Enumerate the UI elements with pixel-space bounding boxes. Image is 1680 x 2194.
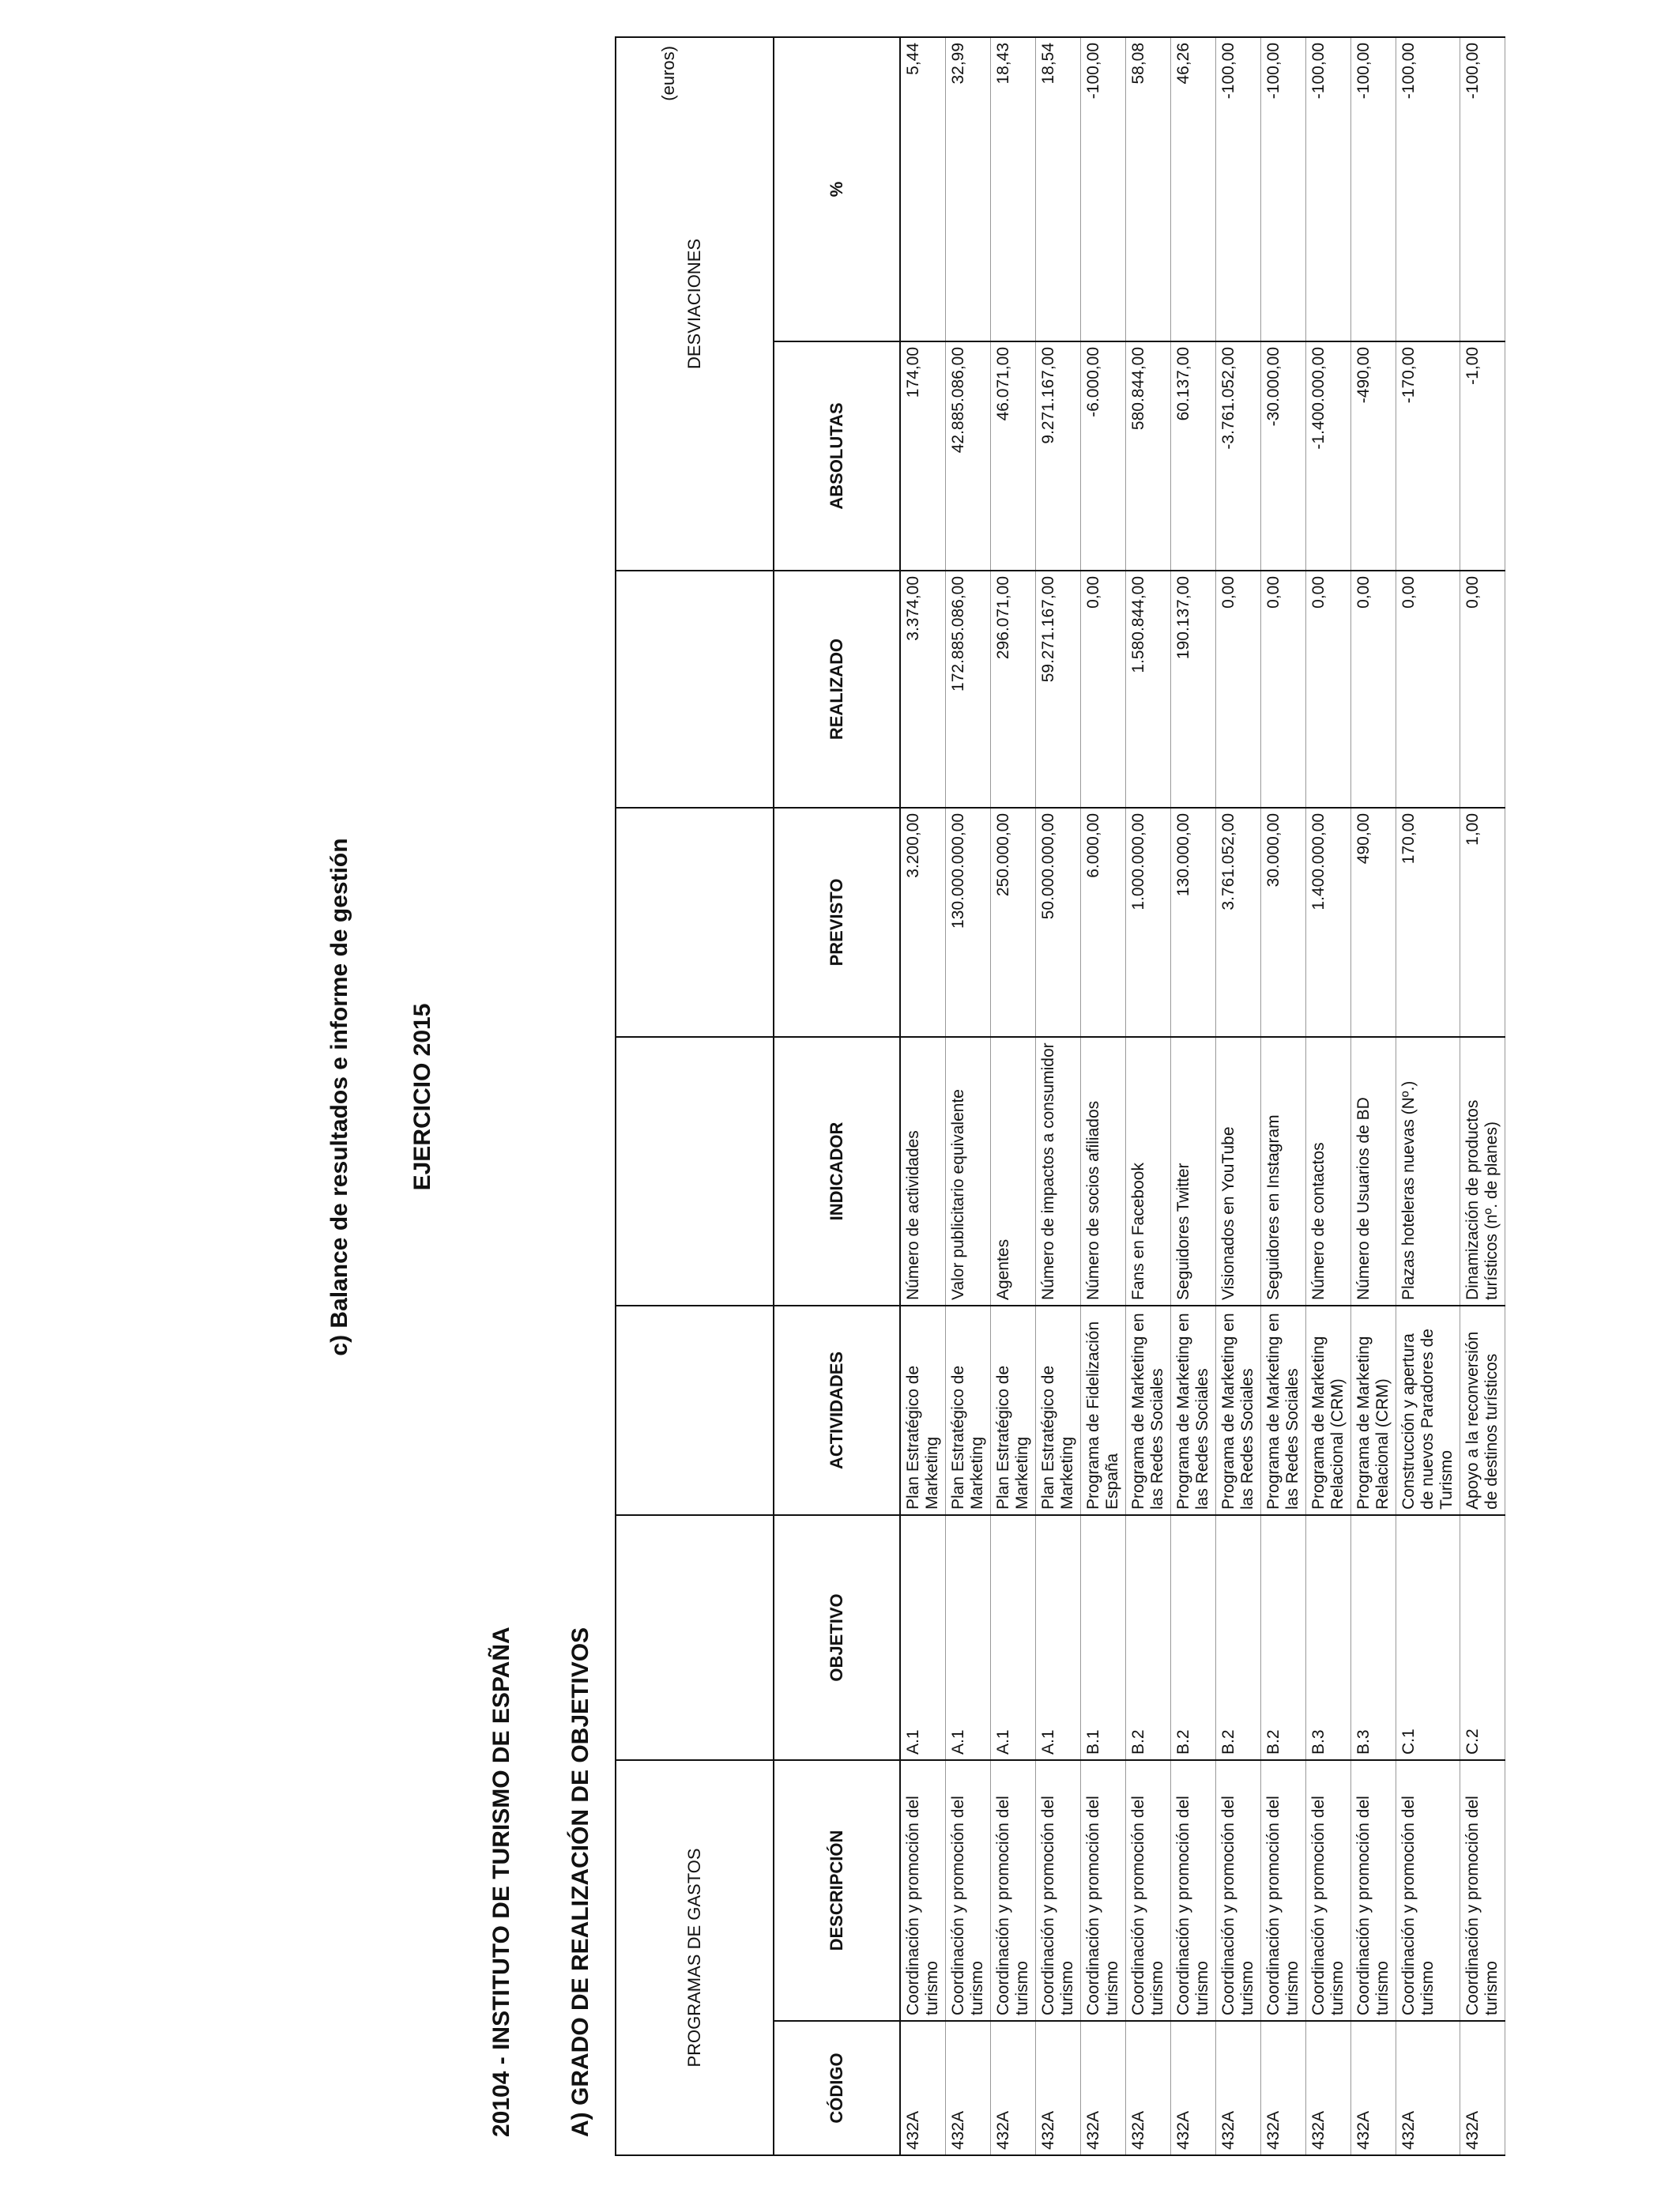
cell-actividades: Construcción y apertura de nuevos Paradores de Turismo bbox=[1396, 1306, 1460, 1515]
cell-absolutas: -1.400.000,00 bbox=[1306, 341, 1351, 571]
cell-indicador: Número de actividades bbox=[900, 1037, 946, 1306]
cell-absolutas: -3.761.052,00 bbox=[1216, 341, 1261, 571]
cell-pct: -100,00 bbox=[1306, 37, 1351, 341]
cell-descripcion: Coordinación y promoción del turismo bbox=[1081, 1760, 1126, 2021]
col-codigo: CÓDIGO bbox=[774, 2021, 900, 2155]
cell-objetivo: B.2 bbox=[1216, 1515, 1261, 1760]
cell-previsto: 3.761.052,00 bbox=[1216, 808, 1261, 1037]
cell-absolutas: -170,00 bbox=[1396, 341, 1460, 571]
table-row bbox=[1081, 37, 1126, 2155]
table-row bbox=[1171, 37, 1216, 2155]
unit-label: (euros) bbox=[658, 46, 678, 101]
header-gap bbox=[616, 1306, 774, 1515]
cell-previsto: 170,00 bbox=[1396, 808, 1460, 1037]
col-previsto: PREVISTO bbox=[774, 808, 900, 1037]
cell-previsto: 130.000.000,00 bbox=[946, 808, 991, 1037]
cell-objetivo: C.1 bbox=[1396, 1515, 1460, 1760]
col-descripcion: DESCRIPCIÓN bbox=[774, 1760, 900, 2021]
cell-realizado: 0,00 bbox=[1216, 571, 1261, 808]
cell-descripcion: Coordinación y promoción del turismo bbox=[946, 1760, 991, 2021]
cell-realizado: 3.374,00 bbox=[900, 571, 946, 808]
table-row bbox=[1306, 37, 1351, 2155]
cell-pct: 58,08 bbox=[1126, 37, 1171, 341]
cell-codigo: 432A bbox=[946, 2021, 991, 2155]
cell-previsto: 3.200,00 bbox=[900, 808, 946, 1037]
cell-pct: -100,00 bbox=[1396, 37, 1460, 341]
cell-codigo: 432A bbox=[1306, 2021, 1351, 2155]
cell-objetivo: A.1 bbox=[1036, 1515, 1081, 1760]
cell-previsto: 490,00 bbox=[1351, 808, 1396, 1037]
cell-pct: 32,99 bbox=[946, 37, 991, 341]
cell-objetivo: A.1 bbox=[900, 1515, 946, 1760]
col-objetivo: OBJETIVO bbox=[774, 1515, 900, 1760]
cell-previsto: 6.000,00 bbox=[1081, 808, 1126, 1037]
cell-indicador: Visionados en YouTube bbox=[1216, 1037, 1261, 1306]
header-gap bbox=[616, 808, 774, 1037]
table-row bbox=[946, 37, 991, 2155]
cell-pct: -100,00 bbox=[1261, 37, 1306, 341]
cell-actividades: Programa de Marketing en las Redes Sociales bbox=[1126, 1306, 1171, 1515]
cell-objetivo: B.2 bbox=[1261, 1515, 1306, 1760]
cell-objetivo: B.3 bbox=[1351, 1515, 1396, 1760]
table-row bbox=[1351, 37, 1396, 2155]
cell-descripcion: Coordinación y promoción del turismo bbox=[1396, 1760, 1460, 2021]
cell-absolutas: -490,00 bbox=[1351, 341, 1396, 571]
cell-actividades: Programa de Marketing Relacional (CRM) bbox=[1306, 1306, 1351, 1515]
cell-indicador: Dinamización de productos turísticos (nº. de planes) bbox=[1460, 1037, 1505, 1306]
cell-previsto: 1.000.000,00 bbox=[1126, 808, 1171, 1037]
objectives-table-wrapper bbox=[615, 38, 1505, 2156]
cell-indicador: Número de Usuarios de BD bbox=[1351, 1037, 1396, 1306]
cell-indicador: Seguidores en Instagram bbox=[1261, 1037, 1306, 1306]
group-desviaciones: DESVIACIONES bbox=[616, 37, 774, 571]
objectives-table bbox=[615, 36, 1505, 2156]
table-row bbox=[1126, 37, 1171, 2155]
cell-codigo: 432A bbox=[1126, 2021, 1171, 2155]
cell-previsto: 1,00 bbox=[1460, 808, 1505, 1037]
cell-descripcion: Coordinación y promoción del turismo bbox=[1261, 1760, 1306, 2021]
col-indicador: INDICADOR bbox=[774, 1037, 900, 1306]
cell-codigo: 432A bbox=[1081, 2021, 1126, 2155]
cell-previsto: 250.000,00 bbox=[991, 808, 1036, 1037]
cell-realizado: 172.885.086,00 bbox=[946, 571, 991, 808]
col-realizado: REALIZADO bbox=[774, 571, 900, 808]
table-row bbox=[1460, 37, 1505, 2155]
header-gap bbox=[616, 1037, 774, 1306]
table-row bbox=[991, 37, 1036, 2155]
cell-descripcion: Coordinación y promoción del turismo bbox=[1216, 1760, 1261, 2021]
cell-descripcion: Coordinación y promoción del turismo bbox=[1126, 1760, 1171, 2021]
cell-pct: -100,00 bbox=[1081, 37, 1126, 341]
cell-objetivo: C.2 bbox=[1460, 1515, 1505, 1760]
cell-indicador: Plazas hoteleras nuevas (Nº.) bbox=[1396, 1037, 1460, 1306]
cell-realizado: 0,00 bbox=[1261, 571, 1306, 808]
cell-indicador: Número de contactos bbox=[1306, 1037, 1351, 1306]
cell-realizado: 0,00 bbox=[1081, 571, 1126, 808]
cell-codigo: 432A bbox=[1396, 2021, 1460, 2155]
cell-absolutas: 42.885.086,00 bbox=[946, 341, 991, 571]
cell-codigo: 432A bbox=[1171, 2021, 1216, 2155]
cell-objetivo: A.1 bbox=[946, 1515, 991, 1760]
cell-pct: -100,00 bbox=[1351, 37, 1396, 341]
institution-title: 20104 - INSTITUTO DE TURISMO DE ESPAÑA bbox=[488, 1627, 514, 2137]
table-row bbox=[1396, 37, 1460, 2155]
cell-actividades: Apoyo a la reconversión de destinos turísticos bbox=[1460, 1306, 1505, 1515]
rotated-page bbox=[168, 30, 1512, 2164]
cell-descripcion: Coordinación y promoción del turismo bbox=[1460, 1760, 1505, 2021]
cell-absolutas: -1,00 bbox=[1460, 341, 1505, 571]
cell-descripcion: Coordinación y promoción del turismo bbox=[991, 1760, 1036, 2021]
cell-codigo: 432A bbox=[1351, 2021, 1396, 2155]
cell-actividades: Programa de Marketing en las Redes Sociales bbox=[1216, 1306, 1261, 1515]
cell-realizado: 1.580.844,00 bbox=[1126, 571, 1171, 808]
cell-objetivo: B.2 bbox=[1171, 1515, 1216, 1760]
cell-descripcion: Coordinación y promoción del turismo bbox=[1036, 1760, 1081, 2021]
table-row bbox=[900, 37, 946, 2155]
cell-absolutas: 174,00 bbox=[900, 341, 946, 571]
table-body bbox=[900, 37, 1505, 2155]
cell-pct: 18,43 bbox=[991, 37, 1036, 341]
cell-codigo: 432A bbox=[991, 2021, 1036, 2155]
group-programas: PROGRAMAS DE GASTOS bbox=[616, 1760, 774, 2155]
exercise-title: EJERCICIO 2015 bbox=[409, 1003, 435, 1191]
header-gap bbox=[616, 571, 774, 808]
cell-previsto: 1.400.000,00 bbox=[1306, 808, 1351, 1037]
cell-realizado: 296.071,00 bbox=[991, 571, 1036, 808]
cell-absolutas: 580.844,00 bbox=[1126, 341, 1171, 571]
cell-actividades: Plan Estratégico de Marketing bbox=[1036, 1306, 1081, 1515]
table-row bbox=[1261, 37, 1306, 2155]
col-absolutas: ABSOLUTAS bbox=[774, 341, 900, 571]
cell-pct: 46,26 bbox=[1171, 37, 1216, 341]
cell-absolutas: 9.271.167,00 bbox=[1036, 341, 1081, 571]
cell-previsto: 30.000,00 bbox=[1261, 808, 1306, 1037]
cell-objetivo: B.2 bbox=[1126, 1515, 1171, 1760]
col-pct: % bbox=[774, 37, 900, 341]
cell-indicador: Número de socios afiliados bbox=[1081, 1037, 1126, 1306]
cell-codigo: 432A bbox=[1036, 2021, 1081, 2155]
cell-actividades: Plan Estratégico de Marketing bbox=[900, 1306, 946, 1515]
cell-absolutas: -30.000,00 bbox=[1261, 341, 1306, 571]
cell-realizado: 59.271.167,00 bbox=[1036, 571, 1081, 808]
table-row bbox=[1036, 37, 1081, 2155]
cell-indicador: Agentes bbox=[991, 1037, 1036, 1306]
cell-objetivo: A.1 bbox=[991, 1515, 1036, 1760]
cell-realizado: 0,00 bbox=[1460, 571, 1505, 808]
cell-actividades: Programa de Marketing en las Redes Sociales bbox=[1171, 1306, 1216, 1515]
cell-actividades: Programa de Fidelización España bbox=[1081, 1306, 1126, 1515]
cell-descripcion: Coordinación y promoción del turismo bbox=[900, 1760, 946, 2021]
col-actividades: ACTIVIDADES bbox=[774, 1306, 900, 1515]
cell-realizado: 0,00 bbox=[1351, 571, 1396, 808]
cell-codigo: 432A bbox=[1216, 2021, 1261, 2155]
cell-objetivo: B.1 bbox=[1081, 1515, 1126, 1760]
cell-indicador: Número de impactos a consumidor bbox=[1036, 1037, 1081, 1306]
cell-indicador: Fans en Facebook bbox=[1126, 1037, 1171, 1306]
cell-indicador: Valor publicitario equivalente bbox=[946, 1037, 991, 1306]
cell-realizado: 0,00 bbox=[1306, 571, 1351, 808]
cell-absolutas: 60.137,00 bbox=[1171, 341, 1216, 571]
section-title: c) Balance de resultados e informe de gestión bbox=[326, 838, 352, 1356]
cell-realizado: 190.137,00 bbox=[1171, 571, 1216, 808]
cell-pct: 5,44 bbox=[900, 37, 946, 341]
page-header bbox=[168, 30, 678, 2164]
cell-descripcion: Coordinación y promoción del turismo bbox=[1171, 1760, 1216, 2021]
cell-codigo: 432A bbox=[900, 2021, 946, 2155]
cell-codigo: 432A bbox=[1460, 2021, 1505, 2155]
header-gap bbox=[616, 1515, 774, 1760]
cell-actividades: Programa de Marketing Relacional (CRM) bbox=[1351, 1306, 1396, 1515]
cell-absolutas: -6.000,00 bbox=[1081, 341, 1126, 571]
cell-descripcion: Coordinación y promoción del turismo bbox=[1351, 1760, 1396, 2021]
cell-indicador: Seguidores Twitter bbox=[1171, 1037, 1216, 1306]
subsection-title: A) GRADO DE REALIZACIÓN DE OBJETIVOS bbox=[567, 1627, 593, 2137]
cell-descripcion: Coordinación y promoción del turismo bbox=[1306, 1760, 1351, 2021]
cell-actividades: Programa de Marketing en las Redes Sociales bbox=[1261, 1306, 1306, 1515]
cell-pct: -100,00 bbox=[1460, 37, 1505, 341]
cell-pct: -100,00 bbox=[1216, 37, 1261, 341]
cell-previsto: 130.000,00 bbox=[1171, 808, 1216, 1037]
table-row bbox=[1216, 37, 1261, 2155]
cell-realizado: 0,00 bbox=[1396, 571, 1460, 808]
cell-objetivo: B.3 bbox=[1306, 1515, 1351, 1760]
cell-actividades: Plan Estratégico de Marketing bbox=[991, 1306, 1036, 1515]
cell-pct: 18,54 bbox=[1036, 37, 1081, 341]
cell-codigo: 432A bbox=[1261, 2021, 1306, 2155]
cell-absolutas: 46.071,00 bbox=[991, 341, 1036, 571]
cell-previsto: 50.000.000,00 bbox=[1036, 808, 1081, 1037]
cell-actividades: Plan Estratégico de Marketing bbox=[946, 1306, 991, 1515]
